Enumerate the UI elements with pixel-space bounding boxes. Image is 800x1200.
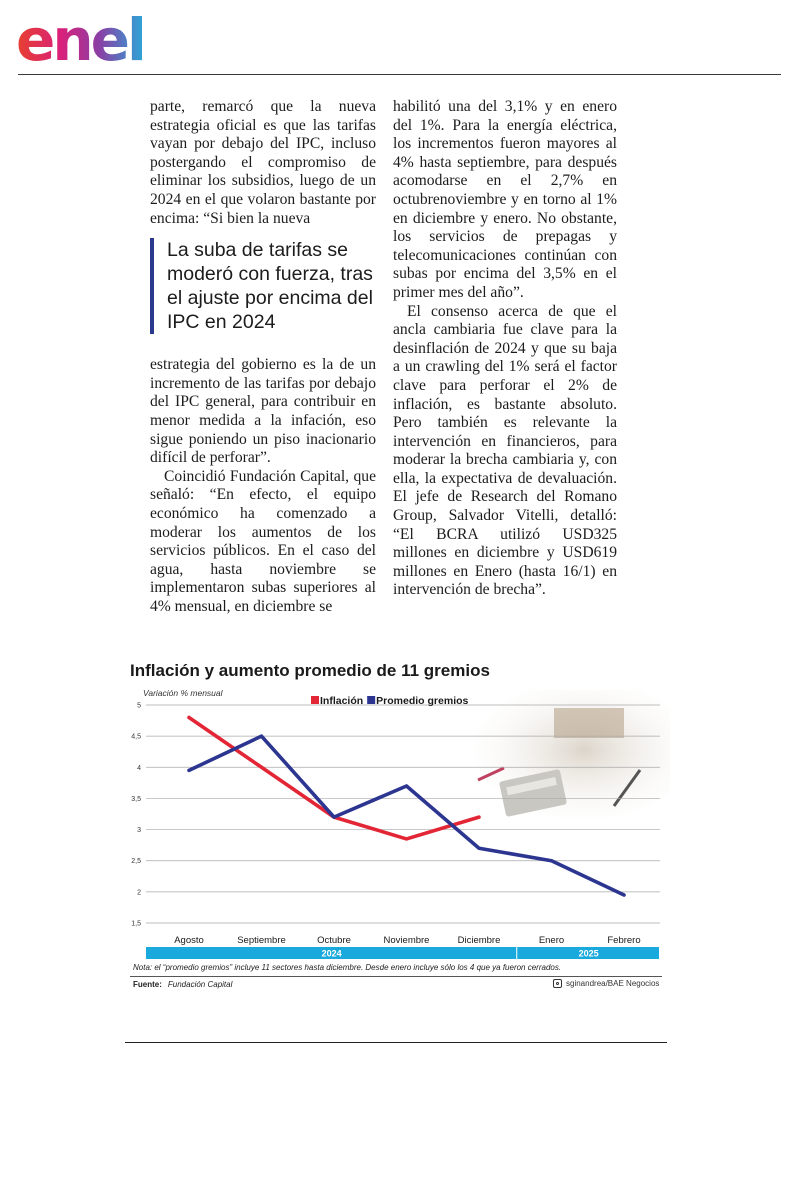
chart-legend [311,695,469,707]
y-tick-label: 3 [137,827,141,835]
legend-swatch [311,696,319,704]
chart-x-ticks [174,935,640,946]
background-photo [474,690,670,820]
article-paragraph: habilitó una del 3,1% y en enero del 1%. Para la energía eléctrica, los incrementos fueron mayores al 4% hasta septiembre, para después acomodarse en el 2,7% en octubrenoviembre y en torno al 1% en diciembre y enero. No obstante, los servicios de prepagas y telecomunicaciones continúan con subas por encima del 3,5% en el primer mes del año”. [393,98,617,301]
y-tick-label: 4,5 [131,733,141,741]
x-tick-label: Febrero [607,935,641,946]
chart-note: Nota: el “promedio gremios” incluye 11 sectores hasta diciembre. Desde enero incluye sólo los 4 que ya fueron cerrados. [133,963,562,972]
article-column-right [393,98,617,600]
y-tick-label: 3,5 [131,795,141,803]
year-label: 2025 [578,948,599,959]
chart-title: Inflación y aumento promedio de 11 gremios [130,661,490,680]
line-chart [124,690,670,966]
instagram-icon [553,979,562,988]
credit-text: sginandrea/BAE Negocios [566,979,660,988]
chart-y-axis-label: Variación % mensual [143,688,223,698]
source-label: Fuente: [133,980,162,989]
x-tick-label: Agosto [174,935,204,946]
x-tick-label: Octubre [317,935,351,946]
svg-text:enel: enel [16,6,144,68]
y-tick-label: 2,5 [131,858,141,866]
y-tick-label: 1,5 [131,920,141,928]
note-rule [130,976,662,977]
legend-swatch [367,696,375,704]
chart-year-bar [146,947,659,959]
legend-label: Promedio gremios [376,695,469,707]
article-column-left [150,98,376,616]
x-tick-label: Noviembre [383,935,430,946]
article-paragraph: Coincidió Fundación Capital, que señaló: “En efecto, el equipo económico ha comenzado a moderar los aumentos de los servicios públicos. En el caso del agua, hasta noviembre se implementaron subas superiores al 4% mensual, en diciembre se [150,467,376,615]
chart-y-ticks [131,703,141,928]
x-tick-label: Enero [538,935,565,946]
year-label: 2024 [321,948,342,959]
pull-quote: La suba de tarifas se moderó con fuerza, tras el ajuste por encima del IPC en 2024 [150,238,376,334]
enel-logo [16,6,176,68]
series-line [189,717,479,838]
source-name: Fundación Capital [167,980,233,989]
y-tick-label: 2 [137,889,141,897]
footer-rule [125,1042,667,1043]
article-paragraph: parte, remarcó que la nueva estrategia oficial es que las tarifas vayan por debajo del IPC, incluso postergando el compromiso de eliminar los subsidios, luego de un 2024 en el que volaron bastante por encima: “Si bien la nueva [150,98,376,227]
x-tick-label: Septiembre [237,935,286,946]
y-tick-label: 4 [137,764,141,772]
header-rule [18,74,781,75]
y-tick-label: 5 [137,702,141,710]
chart-credit [553,979,659,988]
article-paragraph: estrategia del gobierno es la de un incremento de las tarifas por debajo del IPC general, para contribuir en menor medida a la infación, eso sigue poniendo un piso inacionario difícil de perforar”. [150,356,376,467]
article-paragraph: El consenso acerca de que el ancla cambiaria fue clave para la desinflación de 2024 y que su baja a un crawling del 1% será el factor clave para perforar el 2% de inflación, es bastante absoluto. Pero también es relevante la intervención en financieros, para moderar la brecha cambiaria y, con ella, la expectativa de devaluación. El jefe de Research del Romano Group, Salvador Vitelli, detalló: “El BCRA utilizó USD325 millones en diciembre y USD619 millones en Enero (hasta 16/1) en intervención de brecha”. [393,302,617,599]
x-tick-label: Diciembre [457,935,501,946]
legend-label: Inflación [320,695,364,707]
chart-source [133,980,232,989]
